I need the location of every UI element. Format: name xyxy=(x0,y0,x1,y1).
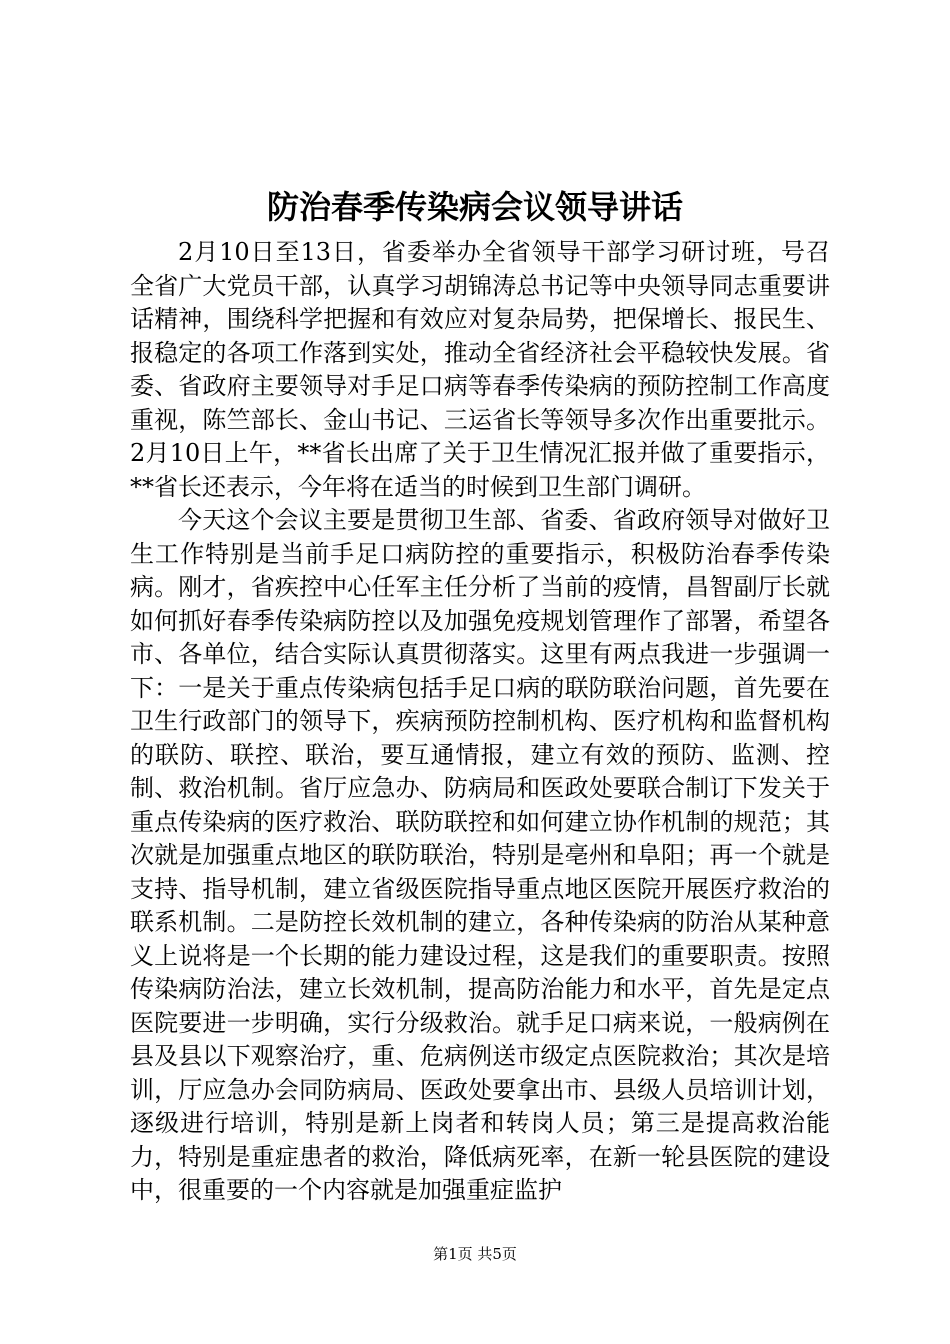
paragraph: 2月10日至13日，省委举办全省领导干部学习研讨班，号召全省广大党员干部，认真学习胡锦涛总书记等中央领导同志重要讲话精神，围绕科学把握和有效应对复杂局势，把保增长、报民生、报稳定的各项工作落到实处，推动全省经济社会平稳较快发展。省委、省政府主要领导对手足口病等春季传染病的预防控制工作高度重视，陈竺部长、金山书记、三运省长等领导多次作出重要批示。2月10日上午，**省长出席了关于卫生情况汇报并做了重要指示，**省长还表示，今年将在适当的时候到卫生部门调研。 xyxy=(130,238,830,501)
paragraph: 今天这个会议主要是贯彻卫生部、省委、省政府领导对做好卫生工作特别是当前手足口病防控的重要指示，积极防治春季传染病。刚才，省疾控中心任军主任分析了当前的疫情，昌智副厅长就如何抓好春季传染病防控以及加强免疫规划管理作了部署，希望各市、各单位，结合实际认真贯彻落实。这里有两点我进一步强调一下：一是关于重点传染病包括手足口病的联防联治问题，首先要在卫生行政部门的领导下，疾病预防控制机构、医疗机构和监督机构的联防、联控、联治，要互通情报，建立有效的预防、监测、控制、救治机制。省厅应急办、防病局和医政处要联合制订下发关于重点传染病的医疗救治、联防联控和如何建立协作机制的规范；其次就是加强重点地区的联防联治，特别是亳州和阜阳；再一个就是支持、指导机制，建立省级医院指导重点地区医院开展医疗救治的联系机制。二是防控长效机制的建立，各种传染病的防治从某种意义上说将是一个长期的能力建设过程，这是我们的重要职责。按照传染病防治法，建立长效机制，提高防治能力和水平，首先是定点医院要进一步明确，实行分级救治。就手足口病来说，一般病例在县及县以下观察治疗，重、危病例送市级定点医院救治；其次是培训，厅应急办会同防病局、医政处要拿出市、县级人员培训计划，逐级进行培训，特别是新上岗者和转岗人员；第三是提高救治能力，特别是重症患者的救治，降低病死率，在新一轮县医院的建设中，很重要的一个内容就是加强重症监护 xyxy=(130,506,830,1204)
document-body xyxy=(130,236,830,1208)
document-title: 防治春季传染病会议领导讲话 xyxy=(266,188,683,226)
page-footer: 第1页 共5页 xyxy=(433,1245,517,1263)
